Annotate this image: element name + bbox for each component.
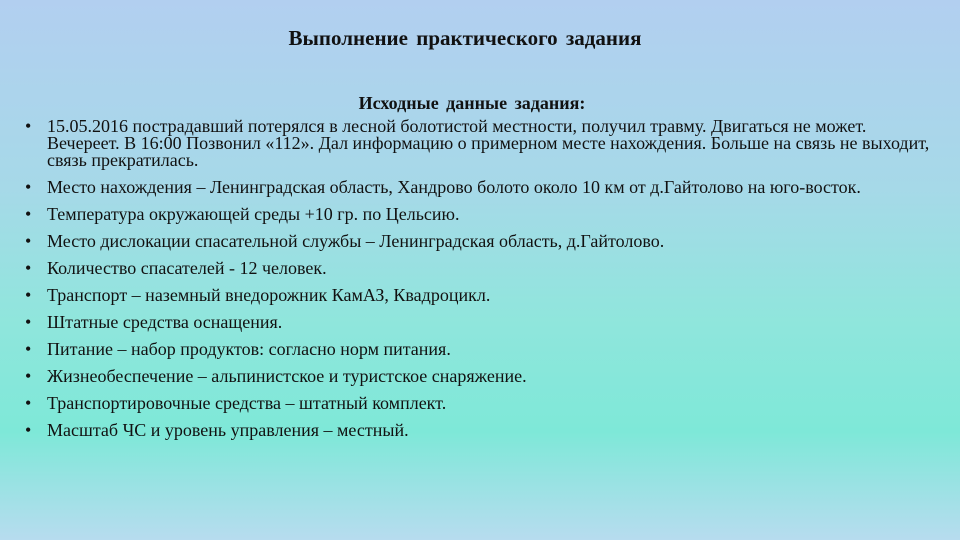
list-item bbox=[25, 395, 930, 412]
bullet-icon: • bbox=[25, 285, 32, 305]
list-item bbox=[25, 260, 930, 277]
list-item bbox=[25, 118, 930, 169]
list-item bbox=[25, 341, 930, 358]
list-item bbox=[25, 233, 930, 250]
bullet-icon: • bbox=[25, 312, 32, 332]
bullet-icon: • bbox=[25, 204, 32, 224]
list-item bbox=[25, 287, 930, 304]
list-item bbox=[25, 422, 930, 439]
list-item-text: 15.05.2016 пострадавший потерялся в лесной болотистой местности, получил травму. Двигаться не может. Вечереет. В 16:00 Позвонил «112». Дал информацию о примерном месте нахождения. Больше на связь не выходит, связь прекратилась. bbox=[47, 116, 930, 170]
list-item bbox=[25, 206, 930, 223]
list-item-text: Питание – набор продуктов: согласно норм питания. bbox=[47, 339, 451, 359]
bullet-icon: • bbox=[25, 339, 32, 359]
list-item-text: Место дислокации спасательной службы – Ленинградская область, д.Гайтолово. bbox=[47, 231, 665, 251]
list-item bbox=[25, 314, 930, 331]
list-item-text: Транспортировочные средства – штатный комплект. bbox=[47, 393, 447, 413]
bullet-icon: • bbox=[25, 420, 32, 440]
list-item-text: Штатные средства оснащения. bbox=[47, 312, 283, 332]
task-data-list bbox=[25, 118, 930, 449]
list-item-text: Место нахождения – Ленинградская область, Хандрово болото около 10 км от д.Гайтолово на юго-восток. bbox=[47, 177, 861, 197]
list-item-text: Количество спасателей - 12 человек. bbox=[47, 258, 327, 278]
bullet-icon: • bbox=[25, 116, 32, 136]
list-item-text: Транспорт – наземный внедорожник КамАЗ, Квадроцикл. bbox=[47, 285, 491, 305]
slide-title: Выполнение практического задания bbox=[288, 26, 642, 50]
list-item bbox=[25, 179, 930, 196]
bullet-icon: • bbox=[25, 231, 32, 251]
list-item-text: Температура окружающей среды +10 гр. по Цельсию. bbox=[47, 204, 460, 224]
bullet-icon: • bbox=[25, 366, 32, 386]
list-item-text: Масштаб ЧС и уровень управления – местный. bbox=[47, 420, 409, 440]
list-item-text: Жизнеобеспечение – альпинистское и туристское снаряжение. bbox=[47, 366, 527, 386]
list-item bbox=[25, 368, 930, 385]
bullet-icon: • bbox=[25, 177, 32, 197]
bullet-icon: • bbox=[25, 393, 32, 413]
bullet-icon: • bbox=[25, 258, 32, 278]
section-heading: Исходные данные задания: bbox=[358, 93, 586, 113]
